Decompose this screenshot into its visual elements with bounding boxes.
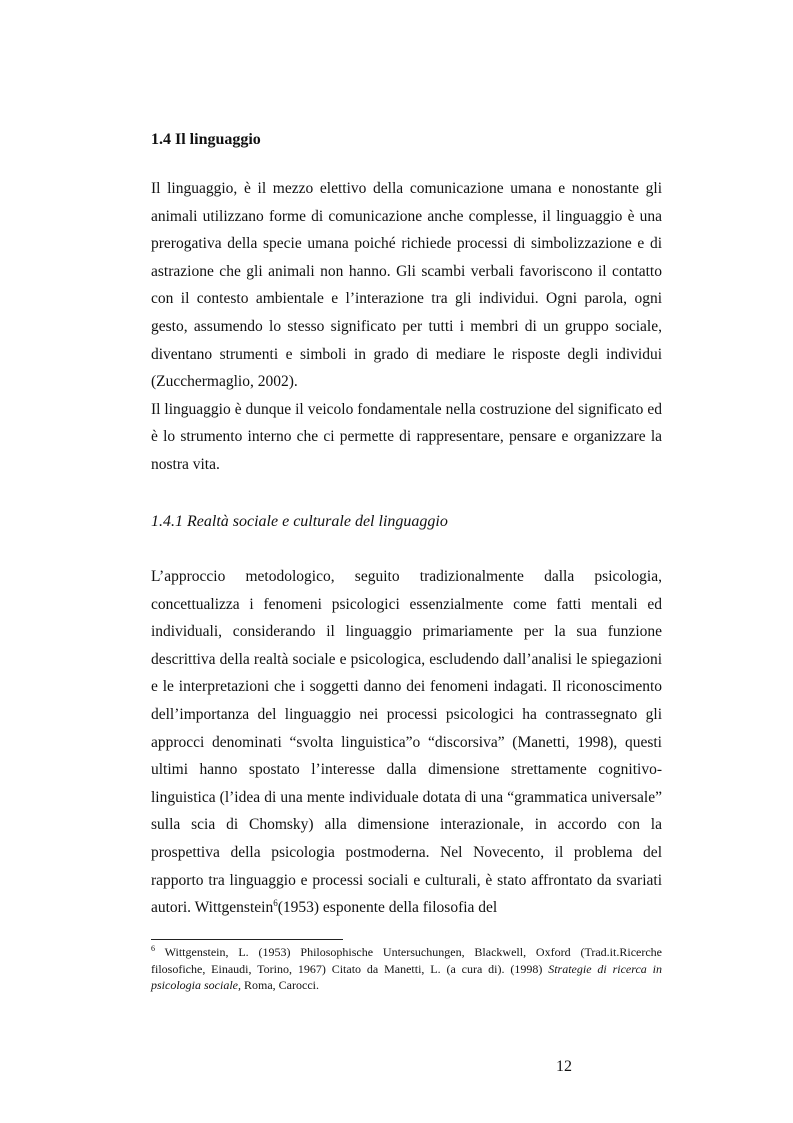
paragraph-text-continued: (1953) esponente della filosofia del [277, 899, 498, 917]
footnote [151, 944, 662, 994]
body-paragraph: Il linguaggio è dunque il veicolo fondamentale nella costruzione del significato ed è lo strumento interno che ci permette di rappresentare, pensare e organizzare la nostra vita. [151, 400, 662, 473]
footnote-text: Wittgenstein, L. (1953) Philosophische Untersuchungen, Blackwell, Oxford (Trad.it.Ricerche filosofiche, Einaudi, Torino, 1967) Citato da Manetti, L. (a cura di). (1998) [151, 945, 662, 976]
footnote-reference: 6 [273, 897, 278, 908]
footnote-separator [151, 939, 343, 940]
subsection-heading: 1.4.1 Realtà sociale e culturale del linguaggio [151, 513, 448, 530]
body-paragraph [151, 563, 662, 922]
page-number: 12 [556, 1058, 572, 1075]
footnote-text-end: Roma, Carocci. [241, 978, 319, 992]
section-heading: 1.4 Il linguaggio [151, 131, 261, 148]
body-paragraph: Il linguaggio, è il mezzo elettivo della comunicazione umana e nonostante gli animali utilizzano forme di comunicazione anche complesse, il linguaggio è una prerogativa della specie umana poiché richiede processi di simbolizzazione e di astrazione che gli animali non hanno. Gli scambi verbali favoriscono il contatto con il contesto ambientale e l’interazione tra gli individui. Ogni parola, ogni gesto, assumendo lo stesso significato per tutti i membri di un gruppo sociale, diventano strumenti e simboli in grado di mediare le risposte degli individui (Zucchermaglio, 2002). [151, 180, 662, 391]
section-body [151, 175, 662, 479]
subsection-body [151, 563, 662, 922]
footnote-italic-title: Strategie di ricerca in psicologia sociale, [151, 961, 662, 992]
paragraph-text: L’approccio metodologico, seguito tradizionalmente dalla psicologia, concettualizza i fenomeni psicologici essenzialmente come fatti mentali ed individuali, considerando il linguaggio primariamente per la sua funzione descrittiva della realtà sociale e psicologica, escludendo dall’analisi le spiegazioni e le interpretazioni che i soggetti danno dei fenomeni indagati. Il riconoscimento dell’importanza del linguaggio nei processi psicologici ha contrassegnato gli approcci denominati “svolta linguistica”o “discorsiva” (Manetti, 1998), questi ultimi hanno spostato l’interesse dalla dimensione strettamente cognitivo-linguistica (l’idea di una mente individuale dotata di una “grammatica universale” sulla scia di Chomsky) alla dimensione interazionale, in accordo con la prospettiva della psicologia postmoderna. Nel Novecento, il problema del rapporto tra linguaggio e processi sociali e culturali, è stato affrontato da svariati autori. Wittgenstein [151, 568, 662, 917]
footnote-number: 6 [151, 944, 155, 953]
